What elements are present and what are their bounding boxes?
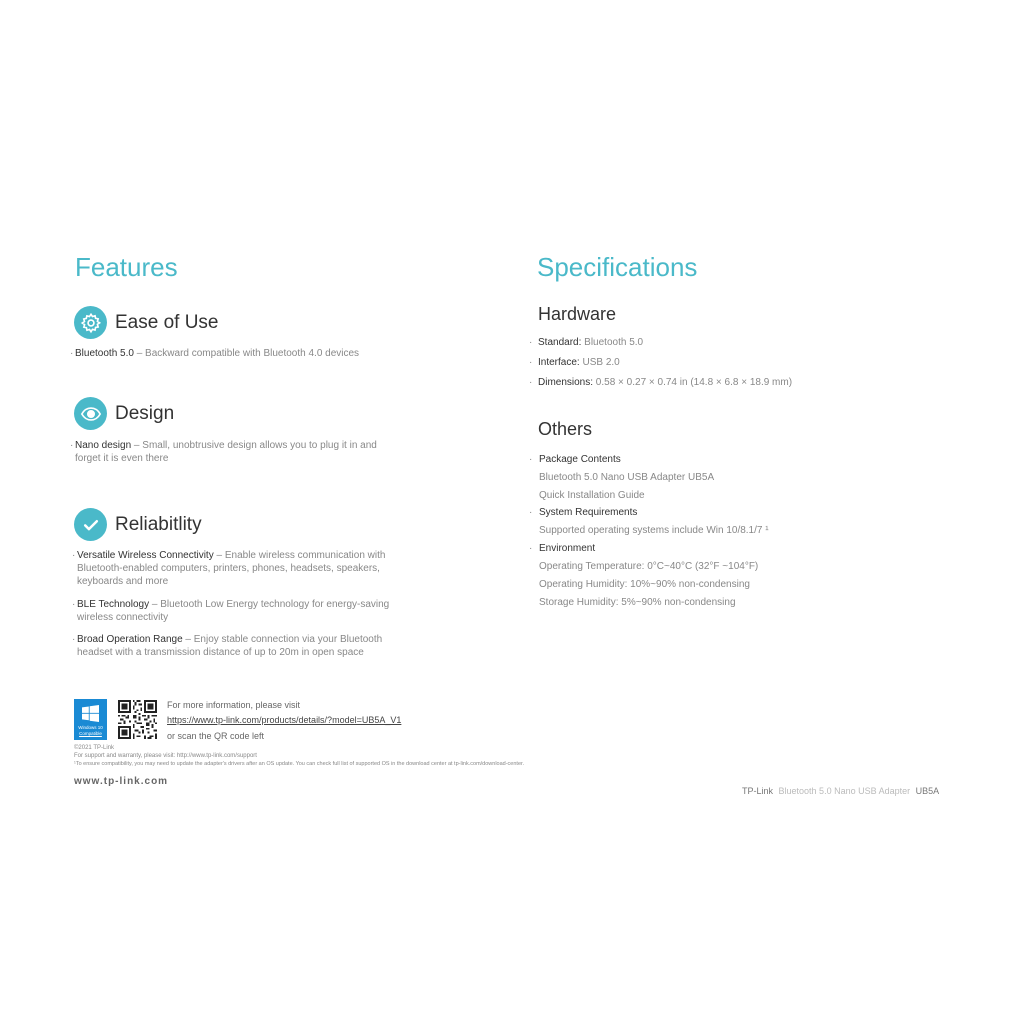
spec-item: · Dimensions: 0.58 × 0.27 × 0.74 in (14.8 × 6.8 × 18.9 mm) xyxy=(529,377,793,388)
spec-value: Bluetooth 5.0 xyxy=(581,337,644,348)
reliability-heading: Reliabitlity xyxy=(115,514,202,535)
windows-logo-icon xyxy=(82,705,99,722)
list-item: · Broad Operation Range – Enjoy stable connection via your Bluetooth headset with a transmission distance of up to 20m in open space xyxy=(72,634,383,658)
spec-term: Interface: xyxy=(538,357,580,368)
package-contents-heading: · Package Contents xyxy=(529,454,621,465)
bullet-term: Broad Operation Range xyxy=(77,634,183,645)
eye-icon xyxy=(74,397,107,430)
spec-term: Standard: xyxy=(538,337,582,348)
copyright: ©2021 TP-Link xyxy=(74,745,114,751)
bullet-term: BLE Technology xyxy=(77,599,150,610)
windows-badge-line2: Compatible xyxy=(79,731,102,736)
features-title: Features xyxy=(75,252,178,282)
brand-name: TP-Link xyxy=(742,786,774,796)
environment-item: Operating Humidity: 10%~90% non-condensing xyxy=(539,579,750,590)
website-link[interactable]: www.tp-link.com xyxy=(74,776,169,787)
environment-item: Operating Temperature: 0°C~40°C (32°F ~104°F) xyxy=(539,561,759,572)
scan-qr-text: or scan the QR code left xyxy=(167,731,265,741)
windows-10-badge xyxy=(74,699,107,740)
footer-product-line xyxy=(742,786,939,796)
package-item: Quick Installation Guide xyxy=(539,490,645,501)
list-item: · Versatile Wireless Connectivity – Enable wireless communication with Bluetooth-enabled computers, printers, phones, headsets, speakers, keyboards and more xyxy=(72,550,386,587)
ease-of-use-heading: Ease of Use xyxy=(115,312,219,333)
specifications-title: Specifications xyxy=(537,252,698,282)
gear-icon xyxy=(74,306,107,339)
spec-term: Dimensions: xyxy=(538,377,594,388)
hardware-heading: Hardware xyxy=(538,304,617,324)
environment-item: Storage Humidity: 5%~90% non-condensing xyxy=(539,597,736,608)
more-info-text: For more information, please visit xyxy=(167,700,301,710)
design-heading: Design xyxy=(115,403,175,424)
spec-item: · Standard: Bluetooth 5.0 xyxy=(529,337,644,348)
support-text: For support and warranty, please visit: http://www.tp-link.com/support xyxy=(74,753,257,759)
bullet-term: Nano design xyxy=(75,440,132,451)
model-name: UB5A xyxy=(915,786,940,796)
spec-value: 0.58 × 0.27 × 0.74 in (14.8 × 6.8 × 18.9 mm) xyxy=(593,377,793,388)
list-item: · Bluetooth 5.0 – Backward compatible with Bluetooth 4.0 devices xyxy=(70,348,360,359)
bullet-desc: – Bluetooth Low Energy technology for energy-saving wireless connectivity xyxy=(77,599,390,623)
environment-heading: · Environment xyxy=(529,543,596,554)
bullet-desc: – Enable wireless communication with Bluetooth-enabled computers, printers, phones, headsets, speakers, keyboards and more xyxy=(77,550,386,587)
bullet-desc: – Small, unobtrusive design allows you to plug it in and forget it is even there xyxy=(75,440,377,464)
bullet-desc: – Backward compatible with Bluetooth 4.0 devices xyxy=(133,348,360,359)
product-name: Bluetooth 5.0 Nano USB Adapter xyxy=(778,786,911,796)
spec-item: · Interface: USB 2.0 xyxy=(529,357,620,368)
check-icon xyxy=(74,508,107,541)
system-item: Supported operating systems include Win 10/8.1/7 ¹ xyxy=(539,525,769,536)
list-item: · BLE Technology – Bluetooth Low Energy technology for energy-saving wireless connectivity xyxy=(72,599,390,623)
others-heading: Others xyxy=(538,419,593,439)
footnote: ¹To ensure compatibility, you may need to update the adapter's drivers after an OS update. You can check full list of supported OS in the download center at tp-link.com/download-center. xyxy=(74,761,525,767)
bullet-term: Bluetooth 5.0 xyxy=(75,348,134,359)
spec-value: USB 2.0 xyxy=(579,357,620,368)
package-item: Bluetooth 5.0 Nano USB Adapter UB5A xyxy=(539,472,715,483)
windows-badge-line1: Windows 10 xyxy=(78,725,103,730)
bullet-desc: – Enjoy stable connection via your Bluetooth headset with a transmission distance of up to 20m in open space xyxy=(77,634,383,658)
list-item: · Nano design – Small, unobtrusive design allows you to plug it in and forget it is even there xyxy=(70,440,377,464)
system-requirements-heading: · System Requirements xyxy=(529,507,638,518)
bullet-term: Versatile Wireless Connectivity xyxy=(77,550,214,561)
product-url-link[interactable]: https://www.tp-link.com/products/details/?model=UB5A_V1 xyxy=(167,715,402,725)
qr-code-icon[interactable] xyxy=(118,700,157,739)
